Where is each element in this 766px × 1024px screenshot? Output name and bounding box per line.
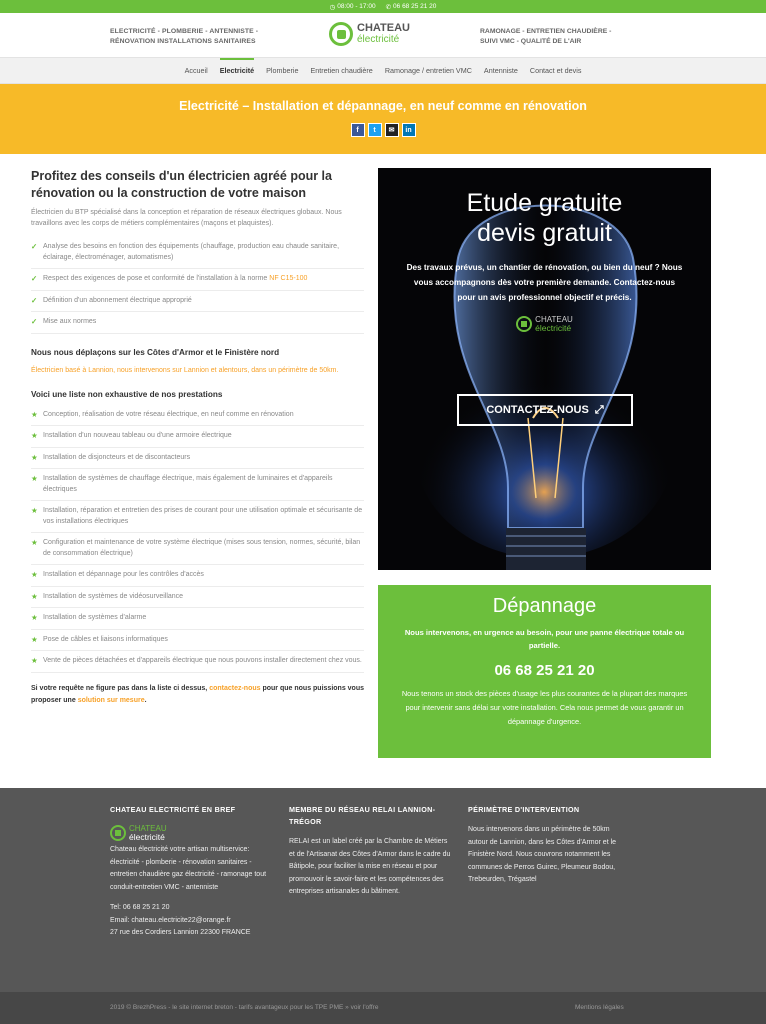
twitter-icon[interactable]: t (368, 123, 382, 137)
promo-content (378, 188, 711, 333)
nav-antenniste[interactable]: Antenniste (483, 66, 518, 75)
footer-col-relai: MEMBRE DU RÉSEAU RELAI LANNION-TRÉGOR RELAI est un label créé par la Chambre de Métiers et de l'Artisanat des Côtes d'Armor dans le cadre du Bâtipole, pour faciliter la mise en réseau et pour promouvoir le savoir-faire et les compétences des entreprises artisanales du bâtiment. (289, 805, 451, 895)
footer-email[interactable]: Email: chateau.electricite22@orange.fr (110, 916, 231, 924)
list-item: ★ Installation de disjoncteurs et de discontacteurs (31, 448, 364, 470)
page-hero (0, 84, 766, 154)
list-item: ★ Installation de systèmes de vidéosurveillance (31, 587, 364, 609)
header-tagline-right: RAMONAGE - ENTRETIEN CHAUDIÈRE - SUIVI VMC - QUALITÉ DE L'AIR (480, 28, 612, 45)
nav-electricite[interactable]: Electricité (214, 66, 260, 75)
promo-desc: Des travaux prévus, un chantier de rénovation, ou bien du neuf ? Nous vous accompagnons dès votre première demande. Contactez-nous pour un avis professionnel objectif et précis. (406, 263, 683, 302)
expand-icon: ⤢ (594, 403, 604, 416)
depannage-text-2: Nous tenons un stock des pièces d'usage les plus courantes de la plupart des marques pour intervenir sans délai sur votre installation. Cela nous permet de vous garantir un dépannage d'urgence. (401, 689, 688, 726)
list-item: ★ Pose de câbles et liaisons informatiques (31, 630, 364, 652)
list-item: ✓ Mise aux normes (31, 312, 364, 334)
depannage-title: Dépannage (492, 595, 597, 617)
nav-ramonage[interactable]: Ramonage / entretien VMC (384, 66, 472, 75)
services-list (31, 405, 364, 673)
phone-icon: ✆ (385, 3, 392, 11)
site-logo[interactable]: CHATEAU électricité (329, 22, 410, 46)
nav-contact[interactable]: Contact et devis (529, 66, 582, 75)
list-item: ★ Installation d'un nouveau tableau ou d'une armoire électrique (31, 426, 364, 448)
footer-tel[interactable]: Tel: 06 68 25 21 20 (110, 904, 170, 911)
norm-link[interactable]: NF C15-100 (269, 275, 308, 282)
phone[interactable]: ✆ 06 68 25 21 20 (385, 3, 437, 11)
area-text: Électricien basé à Lannion, nous intervenons sur Lannion et alentours, dans un périmètre de 50km. (31, 366, 339, 374)
services-heading: Voici une liste non exhaustive de nos prestations (31, 389, 223, 399)
page-title: Electricité – Installation et dépannage, en neuf comme en rénovation (179, 99, 587, 113)
footer-col-about: CHATEAU ELECTRICITÉ EN BREF CHATEAU électricité Chateau électricité votre artisan multiservice: électricité - plomberie - rénovation sanitaires - entretien chaudière gaz électricité - ramonage tout conduit-entretien VMC - antenniste Tel: 06 68 25 21 20 Email: chateau.electricite22@orange.fr 27 rue des Cordiers Lannion 22300 FRANCE (110, 804, 280, 940)
clock-icon: ◷ (329, 3, 336, 11)
facebook-icon[interactable]: f (351, 123, 365, 137)
list-item: ✓ Respect des exigences de pose et conformité de l'installation à la norme NF C15-100 (31, 269, 364, 291)
closing-note: Si votre requête ne figure pas dans la liste ci dessus, contactez-nous pour que nous puissions vous proposer une solution sur mesure. (31, 684, 364, 704)
logo-icon (516, 316, 532, 332)
list-item: ★ Installation et dépannage pour les contrôles d'accès (31, 565, 364, 587)
promo-logo: CHATEAU électricité (378, 315, 711, 333)
footer-logo: CHATEAU électricité (110, 824, 280, 842)
main-nav (0, 57, 766, 84)
list-item: ✓ Définition d'un abonnement électrique approprié (31, 291, 364, 313)
header-tagline-left: ELECTRICITÉ - PLOMBERIE - ANTENNISTE - RÉNOVATION INSTALLATIONS SANITAIRES (110, 28, 259, 45)
header (0, 13, 766, 57)
legal-link[interactable]: Mentions légales (575, 1004, 624, 1011)
footer (0, 788, 766, 992)
depannage-phone[interactable]: 06 68 25 21 20 (494, 662, 595, 679)
nav-entretien-chaudiere[interactable]: Entretien chaudière (310, 66, 373, 75)
depannage-box (378, 585, 711, 758)
list-item: ★ Installation de systèmes de chauffage électrique, mais également de luminaires et d'appareils électriques (31, 469, 364, 501)
copyright[interactable]: 2019 © BrezhPress - le site internet breton - tarifs avantageux pour les TPE PME » voir l'offre (110, 1004, 379, 1011)
contact-link[interactable]: contactez-nous (209, 684, 261, 692)
list-item: ★ Installation, réparation et entretien des prises de courant pour une utilisation optimale et sécurisante de vos installations électriques (31, 501, 364, 533)
promo-box (378, 168, 711, 570)
depannage-text-1: Nous intervenons, en urgence au besoin, pour une panne électrique totale ou partielle. (404, 628, 685, 650)
contact-button[interactable]: CONTACTEZ-NOUS ⤢ (457, 394, 633, 426)
list-item: ✓ Analyse des besoins en fonction des équipements (chauffage, production eau chaude sanitaire, éclairage, électroménager, automatismes) (31, 237, 364, 269)
check-list (31, 237, 364, 334)
footer-address: 27 rue des Cordiers Lannion 22300 FRANCE (110, 929, 251, 936)
area-heading: Nous nous déplaçons sur les Côtes d'Armor et le Finistère nord (31, 347, 280, 357)
main-heading: Profitez des conseils d'un électricien agréé pour la rénovation ou la construction de votre maison (31, 169, 332, 200)
hours: ◷ 08:00 - 17:00 (329, 3, 376, 11)
nav-plomberie[interactable]: Plomberie (266, 66, 299, 75)
linkedin-icon[interactable]: in (402, 123, 416, 137)
intro-text: Électricien du BTP spécialisé dans la conception et réparation de réseaux électriques globaux. Nous travaillons avec les corps de métiers complémentaires (maçons et plaquistes). (31, 209, 342, 227)
custom-solution-link[interactable]: solution sur mesure (77, 696, 145, 704)
nav-accueil[interactable]: Accueil (184, 66, 208, 75)
main-content (31, 168, 364, 707)
share-buttons (0, 123, 766, 137)
list-item: ★ Configuration et maintenance de votre système électrique (mises sous tension, normes, sécurité, bilan de consommation électrique) (31, 533, 364, 565)
email-icon[interactable]: ✉ (385, 123, 399, 137)
top-bar (0, 0, 766, 13)
promo-title-2: devis gratuit (477, 219, 612, 247)
logo-icon (110, 825, 126, 841)
footer-col-perimeter: PÉRIMÈTRE D'INTERVENTION Nous intervenons dans un périmètre de 50km autour de Lannion, dans les Côtes d'Armor et le Finistère Nord. Nous couvrons notamment les communes de Perros Guirec, Pleumeur Bodou, Trebeurden, Trégastel (468, 805, 617, 883)
bottom-bar (0, 992, 766, 1024)
logo-icon (329, 22, 353, 46)
promo-title-1: Etude gratuite (466, 189, 623, 217)
list-item: ★ Vente de pièces détachées et d'appareils électrique que nous pouvons installer directement chez vous. (31, 651, 364, 673)
list-item: ★ Conception, réalisation de votre réseau électrique, en neuf comme en rénovation (31, 405, 364, 427)
list-item: ★ Installation de systèmes d'alarme (31, 608, 364, 630)
